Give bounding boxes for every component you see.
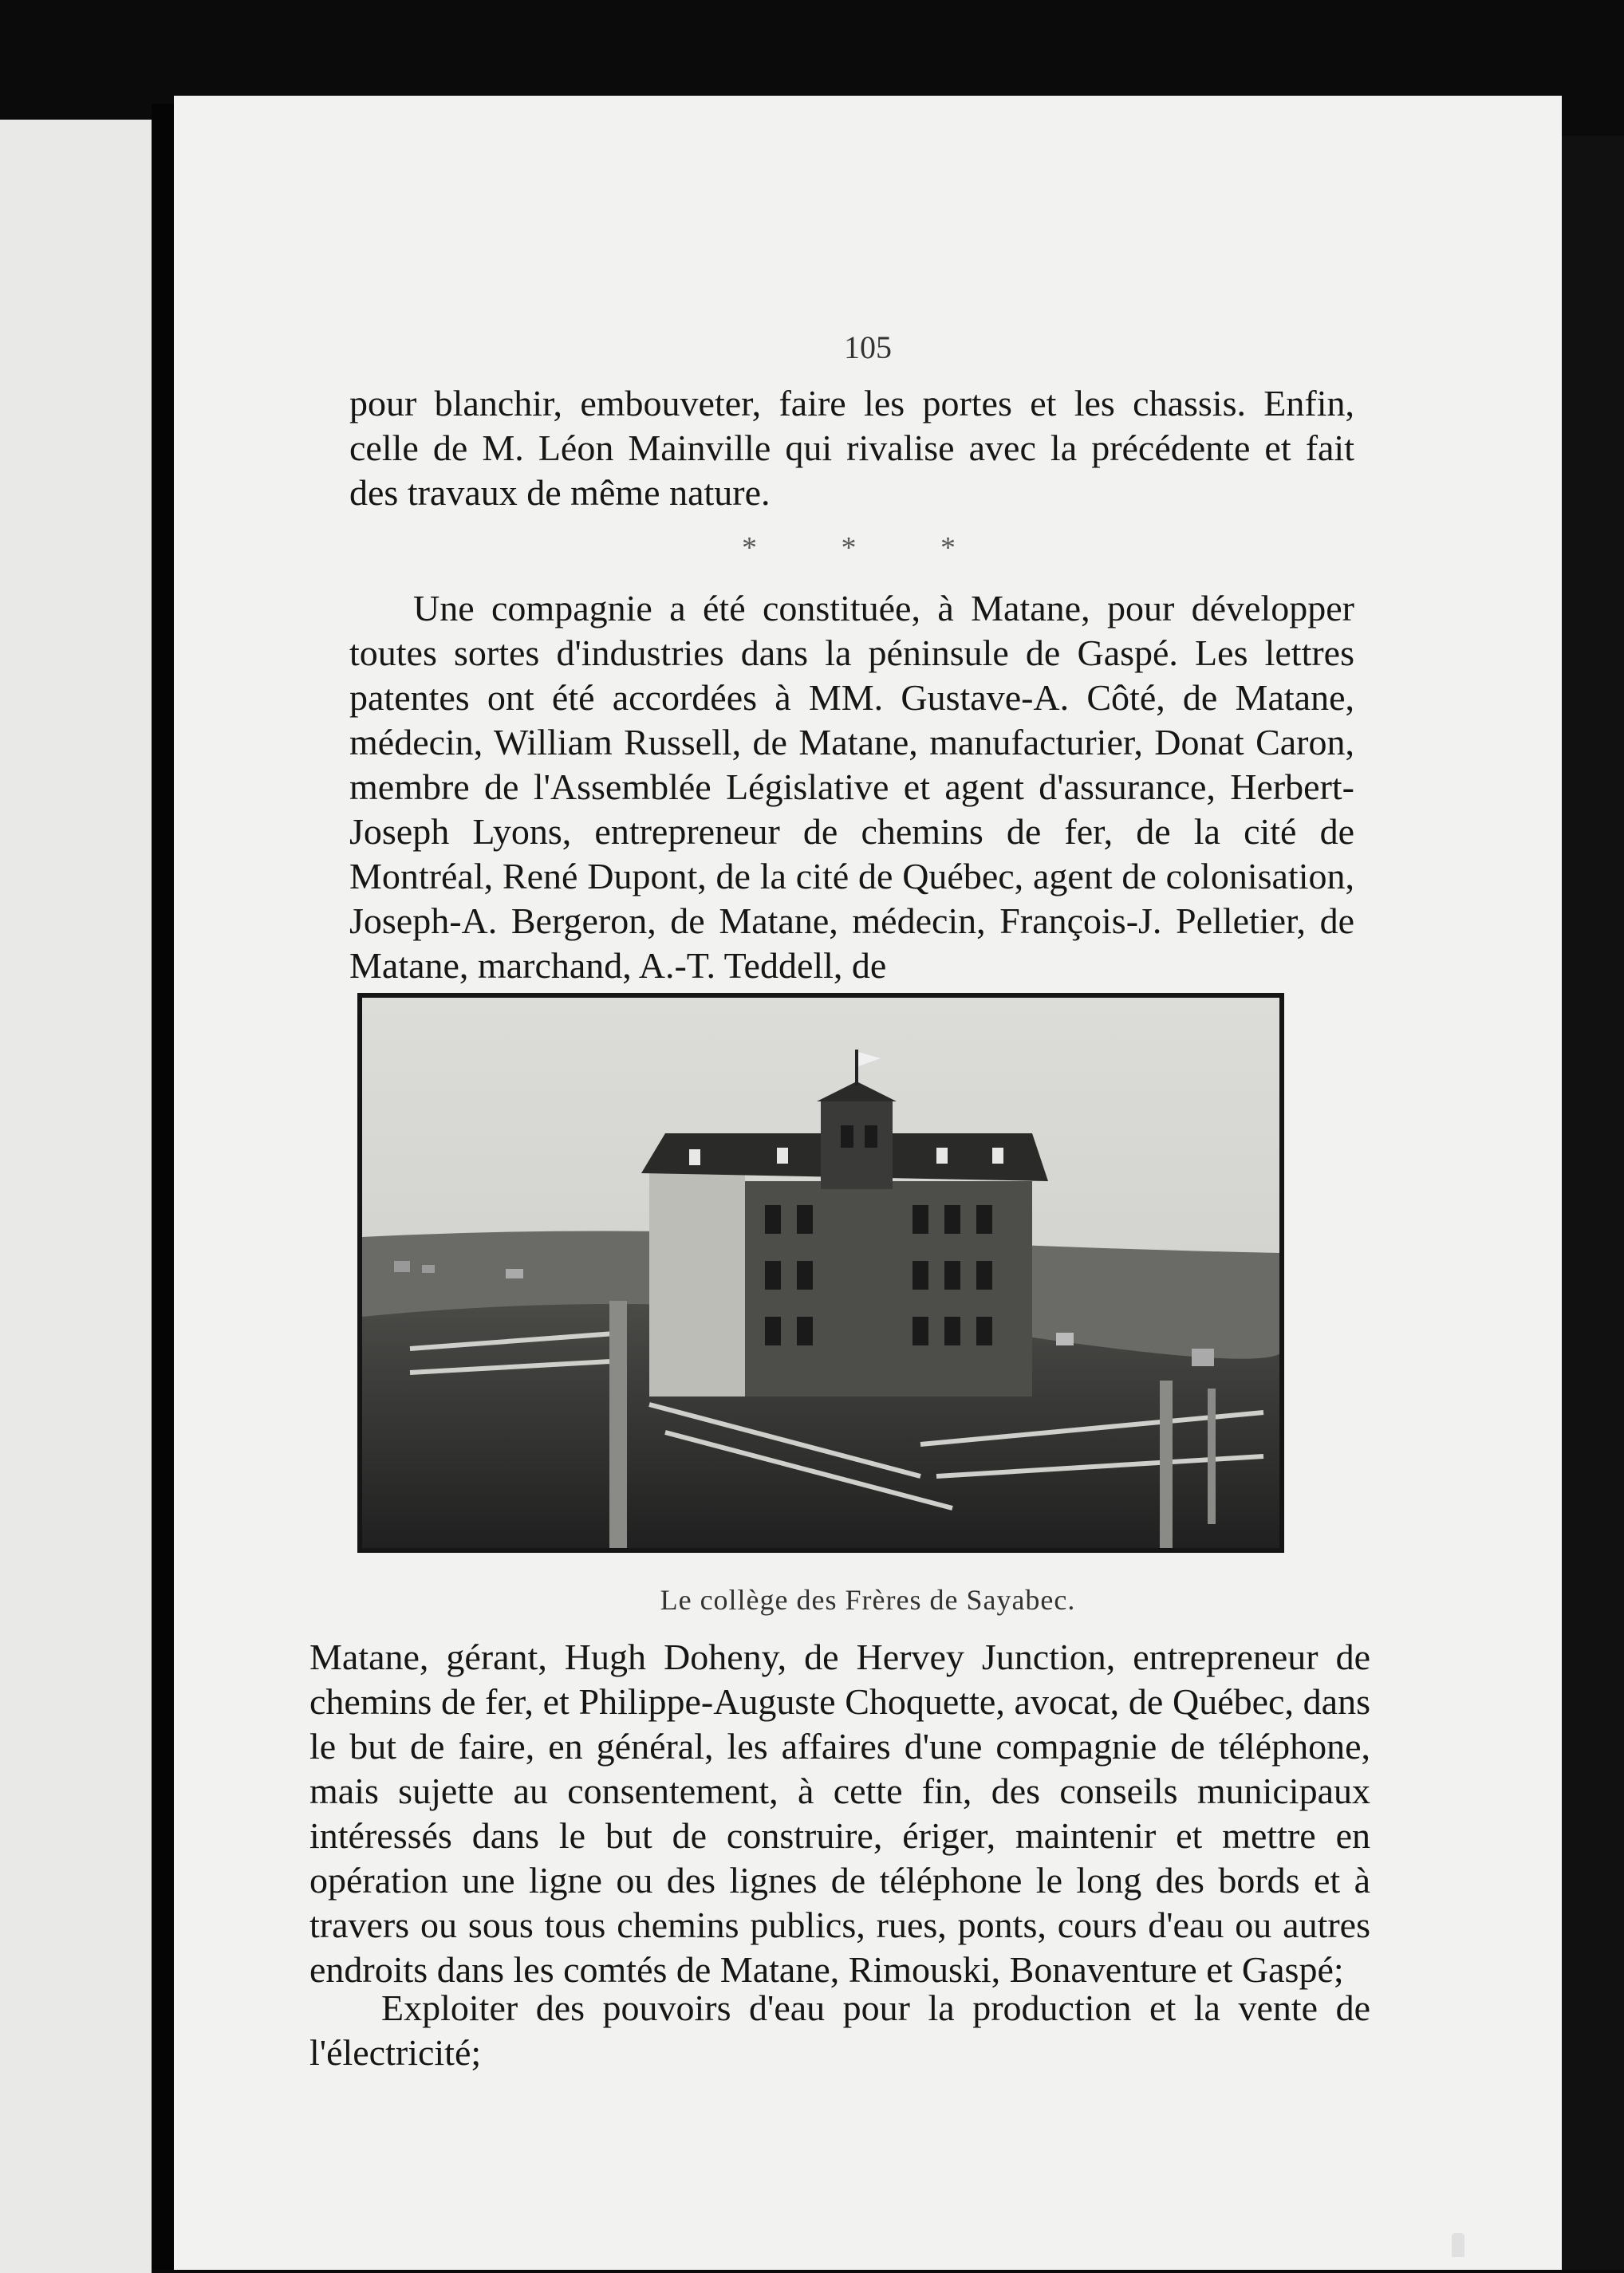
paragraph-telephone: Matane, gérant, Hugh Doheny, de Hervey Junction, entrepreneur de chemins de fer, et Philippe-Auguste Choquette, avocat, de Québec, dans le but de faire, en général, les affaires d'une compagnie de téléphone, mais sujette au consentement, à cette fin, des conseils municipaux intéressés dans le but de construire, ériger, maintenir et mettre en opération une ligne ou des lignes de téléphone le long des bords et à travers ou sous tous chemins publics, rues, ponts, cours d'eau ou autres endroits dans les comtés de Matane, Rimouski, Bonaventure et Gaspé;	[309, 1637, 1370, 1990]
scanner-background	[1562, 136, 1624, 2270]
paragraph-electricity: Exploiter des pouvoirs d'eau pour la production et la vente de l'électricité;	[309, 1987, 1370, 2073]
adjacent-page-edge	[0, 120, 152, 2273]
scan-artifact	[1452, 2233, 1464, 2257]
book-page	[174, 96, 1562, 2270]
section-separator: * * *	[742, 531, 994, 565]
paragraph-continuation: pour blanchir, embouveter, faire les portes et les chassis. Enfin, celle de M. Léon Mainville qui rivalise avec la précédente et fait des travaux de même nature.	[349, 383, 1354, 513]
figure-caption: Le collège des Frères de Sayabec.	[660, 1584, 1076, 1616]
photo-illustration	[362, 998, 1279, 1548]
book-gutter	[152, 104, 174, 2270]
page-number: 105	[844, 329, 892, 365]
college-photograph	[357, 993, 1284, 1553]
paragraph-company: Une compagnie a été constituée, à Matane, pour développer toutes sortes d'industries dans la péninsule de Gaspé. Les lettres patentes ont été accordées à MM. Gustave-A. Côté, de Matane, médecin, William Russell, de Matane, manufacturier, Donat Caron, membre de l'Assemblée Législative et agent d'assurance, Herbert-Joseph Lyons, entrepreneur de chemins de fer, de la cité de Montréal, René Dupont, de la cité de Québec, agent de colonisation, Joseph-A. Bergeron, de Matane, médecin, François-J. Pelletier, de Matane, marchand, A.-T. Teddell, de	[349, 588, 1354, 986]
